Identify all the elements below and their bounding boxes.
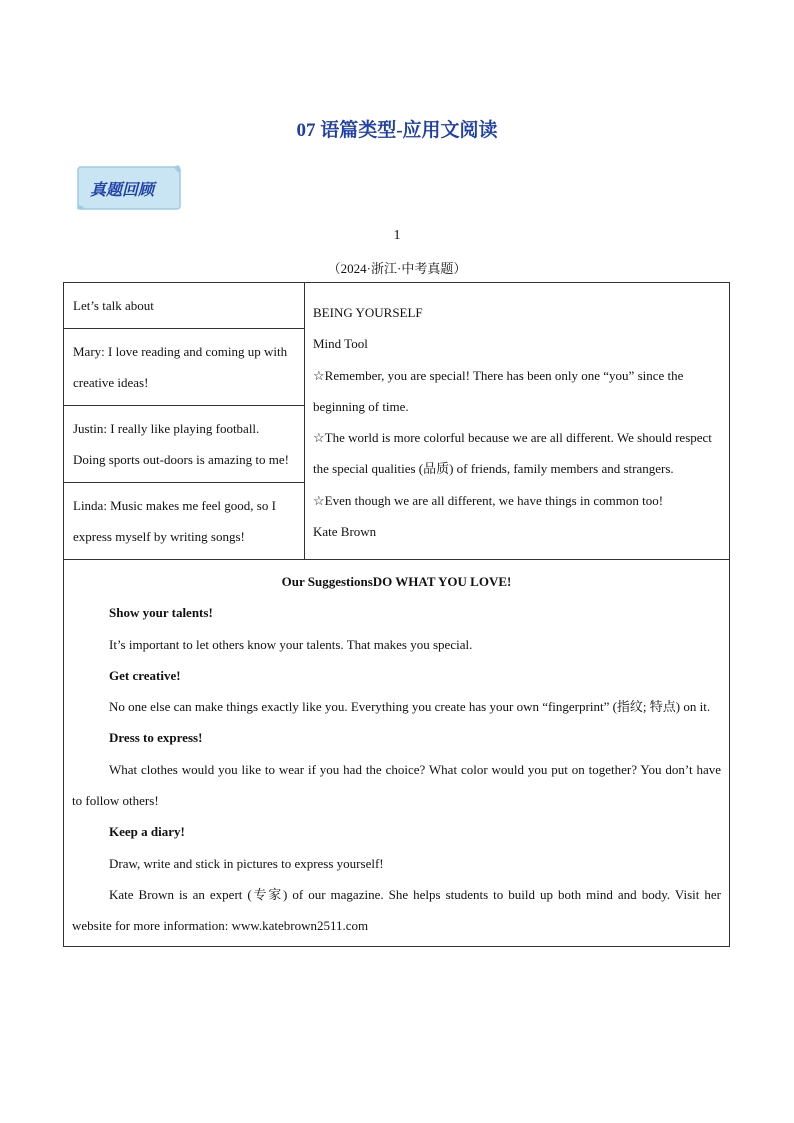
suggestion-heading-4: Keep a diary!	[109, 824, 185, 840]
suggestion-heading-3: Dress to express!	[109, 730, 203, 746]
point-2: ☆The world is more colorful because we are all different. We should respect the special qualities (品质) of friends, family members and strangers.	[313, 430, 712, 477]
right-panel	[305, 283, 730, 560]
section-badge-label: 真题回顾	[90, 182, 155, 199]
linda-quote: Linda: Music makes me feel good, so I express myself by writing songs!	[64, 482, 304, 559]
suggestion-heading-1: Show your talents!	[109, 605, 213, 621]
left-panel	[64, 283, 305, 560]
suggestion-text-2: No one else can make things exactly like you. Everything you create has your own “fingerprint” (指纹; 特点) on it.	[109, 699, 711, 715]
suggestion-text-4: Draw, write and stick in pictures to express yourself!	[109, 855, 384, 871]
mary-quote: Mary: I love reading and coming up with creative ideas!	[64, 328, 304, 405]
suggestions-heading: Our SuggestionsDO WHAT YOU LOVE!	[281, 574, 512, 589]
suggestion-text-3: What clothes would you like to wear if you had the choice? What color would you put on together? You don’t have to follow others!	[72, 761, 721, 809]
right-title: BEING YOURSELF	[313, 305, 423, 320]
point-1: ☆Remember, you are special! There has been only one “you” since the beginning of time.	[313, 367, 684, 414]
left-heading: Let’s talk about	[73, 298, 154, 313]
point-3: ☆Even though we are all different, we have things in common too!	[313, 492, 664, 508]
right-author: Kate Brown	[313, 524, 377, 540]
suggestion-text-1: It’s important to let others know your talents. That makes you special.	[109, 636, 473, 652]
right-subtitle: Mind Tool	[313, 336, 368, 352]
suggestions-panel	[64, 560, 730, 947]
justin-quote: Justin: I really like playing football. Doing sports out-doors is amazing to me!	[64, 405, 304, 482]
question-source: （2024·浙江·中考真题）	[327, 261, 467, 276]
reading-passage-table	[63, 282, 730, 947]
author-bio: Kate Brown is an expert (专家) of our magazine. She helps students to build up both mind and body. Visit her website for more information: www.katebrown2511.com	[72, 886, 721, 934]
suggestion-heading-2: Get creative!	[109, 667, 181, 683]
page-title: 07 语篇类型-应用文阅读	[296, 120, 498, 141]
question-number: 1	[393, 228, 401, 243]
